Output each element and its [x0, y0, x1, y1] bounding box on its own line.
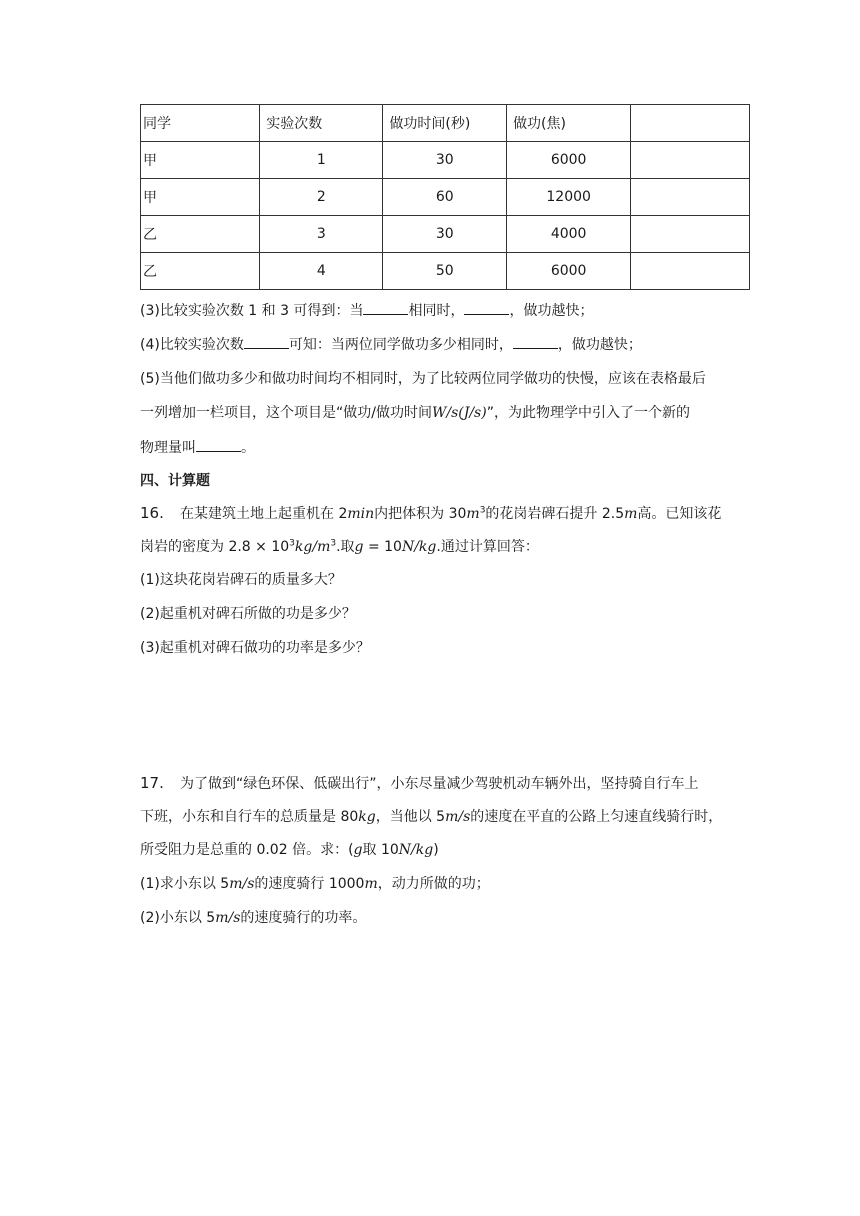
q16-text: 岗岩的密度为 2.8 × 10: [140, 539, 290, 555]
q16-text: .通过计算回答：: [436, 539, 539, 555]
table-row: [141, 253, 750, 290]
q3-text-b: 相同时，: [408, 303, 465, 319]
question-4: [140, 334, 760, 355]
question-3: [140, 300, 760, 321]
q17-text: 的速度在平直的公路上匀速直线骑行时，: [470, 809, 723, 825]
table-cell: [631, 142, 750, 179]
q17-math: kg: [358, 809, 376, 825]
question-17-line-1: [140, 773, 760, 794]
table-cell: 乙: [141, 253, 260, 290]
question-5-line-2: [140, 403, 760, 423]
q3-text-c: ，做功越快；: [509, 303, 594, 319]
table-cell: 30: [383, 142, 507, 179]
q17-text: 下班，小东和自行车的总质量是 80: [140, 809, 359, 825]
question-17-line-2: [140, 807, 760, 827]
table-cell: 6000: [507, 142, 631, 179]
question-number: 16.: [140, 504, 164, 522]
q16-math: kg/m: [294, 539, 331, 555]
question-17-part-2: [140, 908, 760, 928]
answer-blank[interactable]: [244, 334, 289, 349]
q5-text-b: ”，为此物理学中引入了一个新的: [486, 405, 690, 421]
q17-text: ，当他以 5: [375, 809, 446, 825]
q17-text: 为了做到“绿色环保、低碳出行”，小东尽量减少驾驶机动车辆外出，坚持骑自行车上: [180, 776, 699, 792]
table-row: [141, 179, 750, 216]
q5-text-c: 物理量叫: [140, 440, 196, 456]
table-cell: [631, 253, 750, 290]
answer-blank[interactable]: [513, 334, 558, 349]
question-5-line-1: (5)当他们做功多少和做功时间均不相同时，为了比较两位同学做功的快慢，应该在表格最后: [140, 371, 706, 387]
q16-text: 内把体积为 30: [374, 506, 467, 522]
question-16-part-1: (1)这块花岗岩碑石的质量多大？: [140, 572, 342, 588]
q5-text-a: 一列增加一栏项目，这个项目是“做功/做功时间: [140, 405, 432, 421]
q16-math: min: [347, 506, 375, 522]
question-16-part-2: (2)起重机对碑石所做的功是多少？: [140, 606, 356, 622]
table-cell: 6000: [507, 253, 631, 290]
q16-math: g: [354, 539, 364, 555]
q16-math: m: [466, 506, 480, 522]
table-cell: [631, 216, 750, 253]
q4-text-b: 可知：当两位同学做功多少相同时，: [288, 337, 513, 353]
table-cell: 50: [383, 253, 507, 290]
question-16-line-1: [140, 503, 760, 524]
q17-text: 所受阻力是总重的 0.02 倍。求：(: [140, 842, 354, 858]
q16-sup: 3: [330, 538, 337, 549]
answer-blank[interactable]: [196, 437, 241, 452]
section-heading: 四、计算题: [140, 473, 210, 489]
q16-text: 高。已知该花: [637, 506, 722, 522]
table-cell: 乙: [141, 216, 260, 253]
table-cell: 1: [260, 142, 383, 179]
q17-text: (1)求小东以 5: [140, 876, 230, 892]
q16-text: .取: [336, 539, 355, 555]
table-row: [141, 142, 750, 179]
table-cell: 2: [260, 179, 383, 216]
q16-text: 的花岗岩碑石提升 2.5: [485, 506, 625, 522]
table-cell: 4000: [507, 216, 631, 253]
q16-math: N/kg: [401, 539, 437, 555]
table-header-cell: 做功(焦): [507, 105, 631, 142]
q4-text-a: (4)比较实验次数: [140, 337, 244, 353]
table-header-cell: 同学: [141, 105, 260, 142]
question-5-line-3: [140, 437, 760, 458]
q17-text: 的速度骑行 1000: [254, 876, 365, 892]
table-cell: 12000: [507, 179, 631, 216]
q17-math: g: [353, 842, 363, 858]
question-17-part-1: [140, 874, 760, 894]
q16-sup: 3: [479, 505, 486, 516]
q17-text: 的速度骑行的功率。: [240, 910, 367, 926]
table-header-cell: 做功时间(秒): [383, 105, 507, 142]
q17-text: (2)小东以 5: [140, 910, 216, 926]
answer-blank[interactable]: [464, 300, 509, 315]
q4-text-c: ，做功越快；: [557, 337, 642, 353]
table-cell: 4: [260, 253, 383, 290]
answer-blank[interactable]: [363, 300, 408, 315]
question-16-part-3: (3)起重机对碑石做功的功率是多少？: [140, 640, 370, 656]
q5-text-d: 。: [241, 440, 255, 456]
table-header-row: [141, 105, 750, 142]
table-header-cell: [631, 105, 750, 142]
q17-math: m/s: [229, 876, 255, 892]
experiment-table: [140, 104, 750, 290]
q16-sup: 3: [289, 538, 295, 549]
q17-text: ): [433, 842, 439, 858]
table-cell: 30: [383, 216, 507, 253]
q17-math: m/s: [215, 910, 241, 926]
table-header-cell: 实验次数: [260, 105, 383, 142]
q16-text: 在某建筑土地上起重机在 2: [180, 506, 348, 522]
question-16-line-2: [140, 537, 760, 557]
question-number: 17.: [140, 774, 164, 792]
q17-math: m: [364, 876, 378, 892]
table-row: [141, 216, 750, 253]
q16-math: m: [624, 506, 638, 522]
table-cell: 甲: [141, 179, 260, 216]
question-17-line-3: [140, 840, 760, 860]
q5-unit-math: W/s(J/s): [431, 405, 487, 421]
q17-text: 取 10: [362, 842, 399, 858]
q17-text: ，动力所做的功；: [377, 876, 490, 892]
table-cell: 3: [260, 216, 383, 253]
q3-text-a: (3)比较实验次数 1 和 3 可得到：当: [140, 303, 364, 319]
table-cell: 60: [383, 179, 507, 216]
table-cell: [631, 179, 750, 216]
q16-text: = 10: [363, 539, 402, 555]
q17-math: m/s: [445, 809, 471, 825]
table-cell: 甲: [141, 142, 260, 179]
q17-math: N/kg: [398, 842, 434, 858]
